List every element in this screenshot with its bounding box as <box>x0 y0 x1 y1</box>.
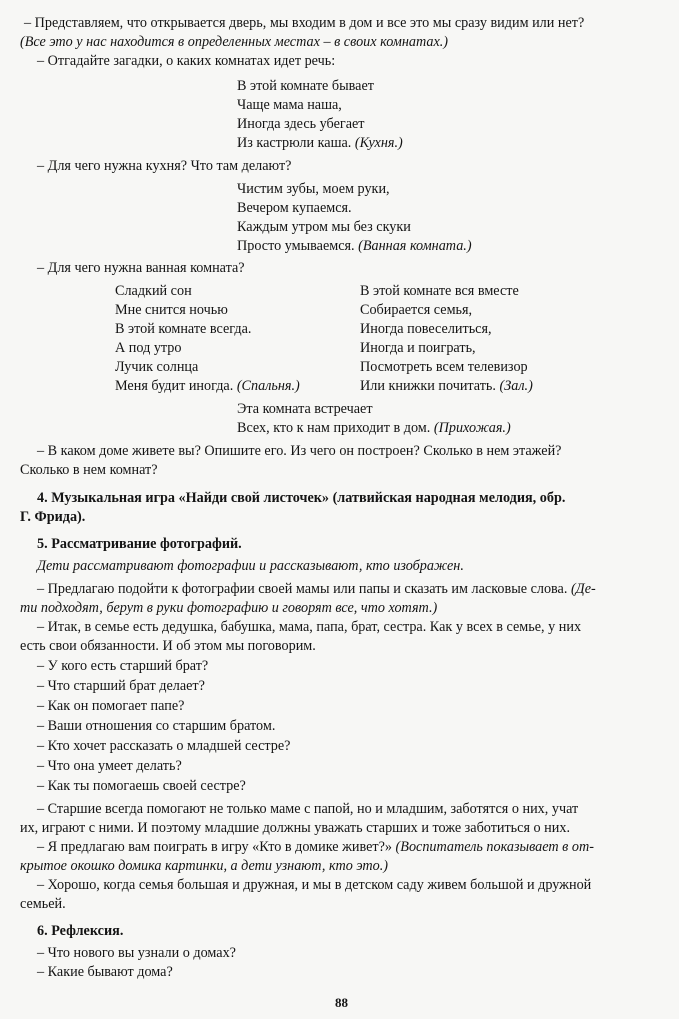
question-line: – Кто хочет рассказать о младшей сестре? <box>37 738 291 754</box>
riddle-line: Меня будит иногда. (Спальня.) <box>115 378 300 394</box>
page-number: 88 <box>335 995 348 1010</box>
text-line: – Для чего нужна ванная комната? <box>37 260 245 276</box>
text-line: – Я предлагаю вам поиграть в игру «Кто в домике живет?» (Воспитатель показывает в от- <box>37 839 594 855</box>
riddle-line: Посмотреть всем телевизор <box>360 359 528 375</box>
riddle-line: В этой комнате бывает <box>237 78 374 94</box>
text-line: – Старшие всегда помогают не только маме с папой, но и младшим, заботятся о них, учат <box>37 801 579 817</box>
riddle-line: Каждым утром мы без скуки <box>237 219 411 235</box>
text-line: крытое окошко домика картинки, а дети узнают, кто это.) <box>20 858 389 874</box>
text-line: семьей. <box>20 896 66 912</box>
text-line: ти подходят, берут в руки фотографию и говорят все, что хотят.) <box>20 600 438 616</box>
riddle-line: Иногда повеселиться, <box>360 321 492 337</box>
question-line: – У кого есть старший брат? <box>37 658 209 674</box>
question-line: – Что нового вы узнали о домах? <box>37 945 236 961</box>
text-line: их, играют с ними. И поэтому младшие должны уважать старших и тоже заботиться о них. <box>20 820 570 836</box>
riddle-answer: (Кухня.) <box>354 135 403 151</box>
riddle-line: Иногда здесь убегает <box>237 116 365 132</box>
riddle-line: Из кастрюли каша. (Кухня.) <box>237 135 403 151</box>
question-line: – Как ты помогаешь своей сестре? <box>37 778 246 794</box>
text-line: Сколько в нем комнат? <box>20 462 158 478</box>
riddle-answer: (Спальня.) <box>236 378 300 394</box>
text-line: – Предлагаю подойти к фотографии своей мамы или папы и сказать им ласковые слова. (Де- <box>37 581 596 597</box>
riddle-line: Лучик солнца <box>115 359 199 375</box>
riddle-line: Мне снится ночью <box>115 302 228 318</box>
riddle-line: Просто умываемся. (Ванная комната.) <box>237 238 472 254</box>
text-line: (Все это у нас находится в определенных местах – в своих комнатах.) <box>20 34 449 50</box>
riddle-line: Чаще мама наша, <box>237 97 342 113</box>
section-heading: 5. Рассматривание фотографий. <box>37 536 242 552</box>
riddle-line: Иногда и поиграть, <box>360 340 476 356</box>
riddle-line: Чистим зубы, моем руки, <box>237 181 390 197</box>
text-line: – Для чего нужна кухня? Что там делают? <box>37 158 292 174</box>
riddle-line: Сладкий сон <box>115 283 192 299</box>
section-heading: 6. Рефлексия. <box>37 923 124 939</box>
text-line: – Итак, в семье есть дедушка, бабушка, мама, папа, брат, сестра. Как у всех в семье, у них <box>37 619 582 635</box>
riddle-answer: (Прихожая.) <box>433 420 511 436</box>
question-line: – Ваши отношения со старшим братом. <box>37 718 276 734</box>
text-line: – Хорошо, когда семья большая и дружная, и мы в детском саду живем большой и дружной <box>37 877 592 893</box>
question-line: – Какие бывают дома? <box>37 964 173 980</box>
riddle-line: А под утро <box>115 340 182 356</box>
text-line: – В каком доме живете вы? Опишите его. Из чего он построен? Сколько в нем этажей? <box>37 443 562 459</box>
riddle-line: В этой комнате всегда. <box>115 321 252 337</box>
riddle-line: Всех, кто к нам приходит в дом. (Прихожая.) <box>237 420 511 436</box>
text-line: – Представляем, что открывается дверь, мы входим в дом и все это мы сразу видим или нет? <box>24 15 585 31</box>
riddle-line: Или книжки почитать. (Зал.) <box>360 378 533 394</box>
question-line: – Что она умеет делать? <box>37 758 182 774</box>
riddle-line: Вечером купаемся. <box>237 200 352 216</box>
question-line: – Как он помогает папе? <box>37 698 185 714</box>
riddle-line: Собирается семья, <box>360 302 473 318</box>
section-heading: Г. Фрида). <box>20 509 86 525</box>
text-line: – Отгадайте загадки, о каких комнатах идет речь: <box>37 53 336 69</box>
question-line: – Что старший брат делает? <box>37 678 205 694</box>
section-heading: 4. Музыкальная игра «Найди свой листочек» (латвийская народная мелодия, обр. <box>37 490 566 506</box>
riddle-line: Эта комната встречает <box>237 401 373 417</box>
text-line: есть свои обязанности. И об этом мы поговорим. <box>20 638 316 654</box>
riddle-answer: (Ванная комната.) <box>358 238 472 254</box>
text-line: Дети рассматривают фотографии и рассказывают, кто изображен. <box>37 558 464 574</box>
riddle-answer: (Зал.) <box>499 378 533 394</box>
riddle-line: В этой комнате вся вместе <box>360 283 519 299</box>
